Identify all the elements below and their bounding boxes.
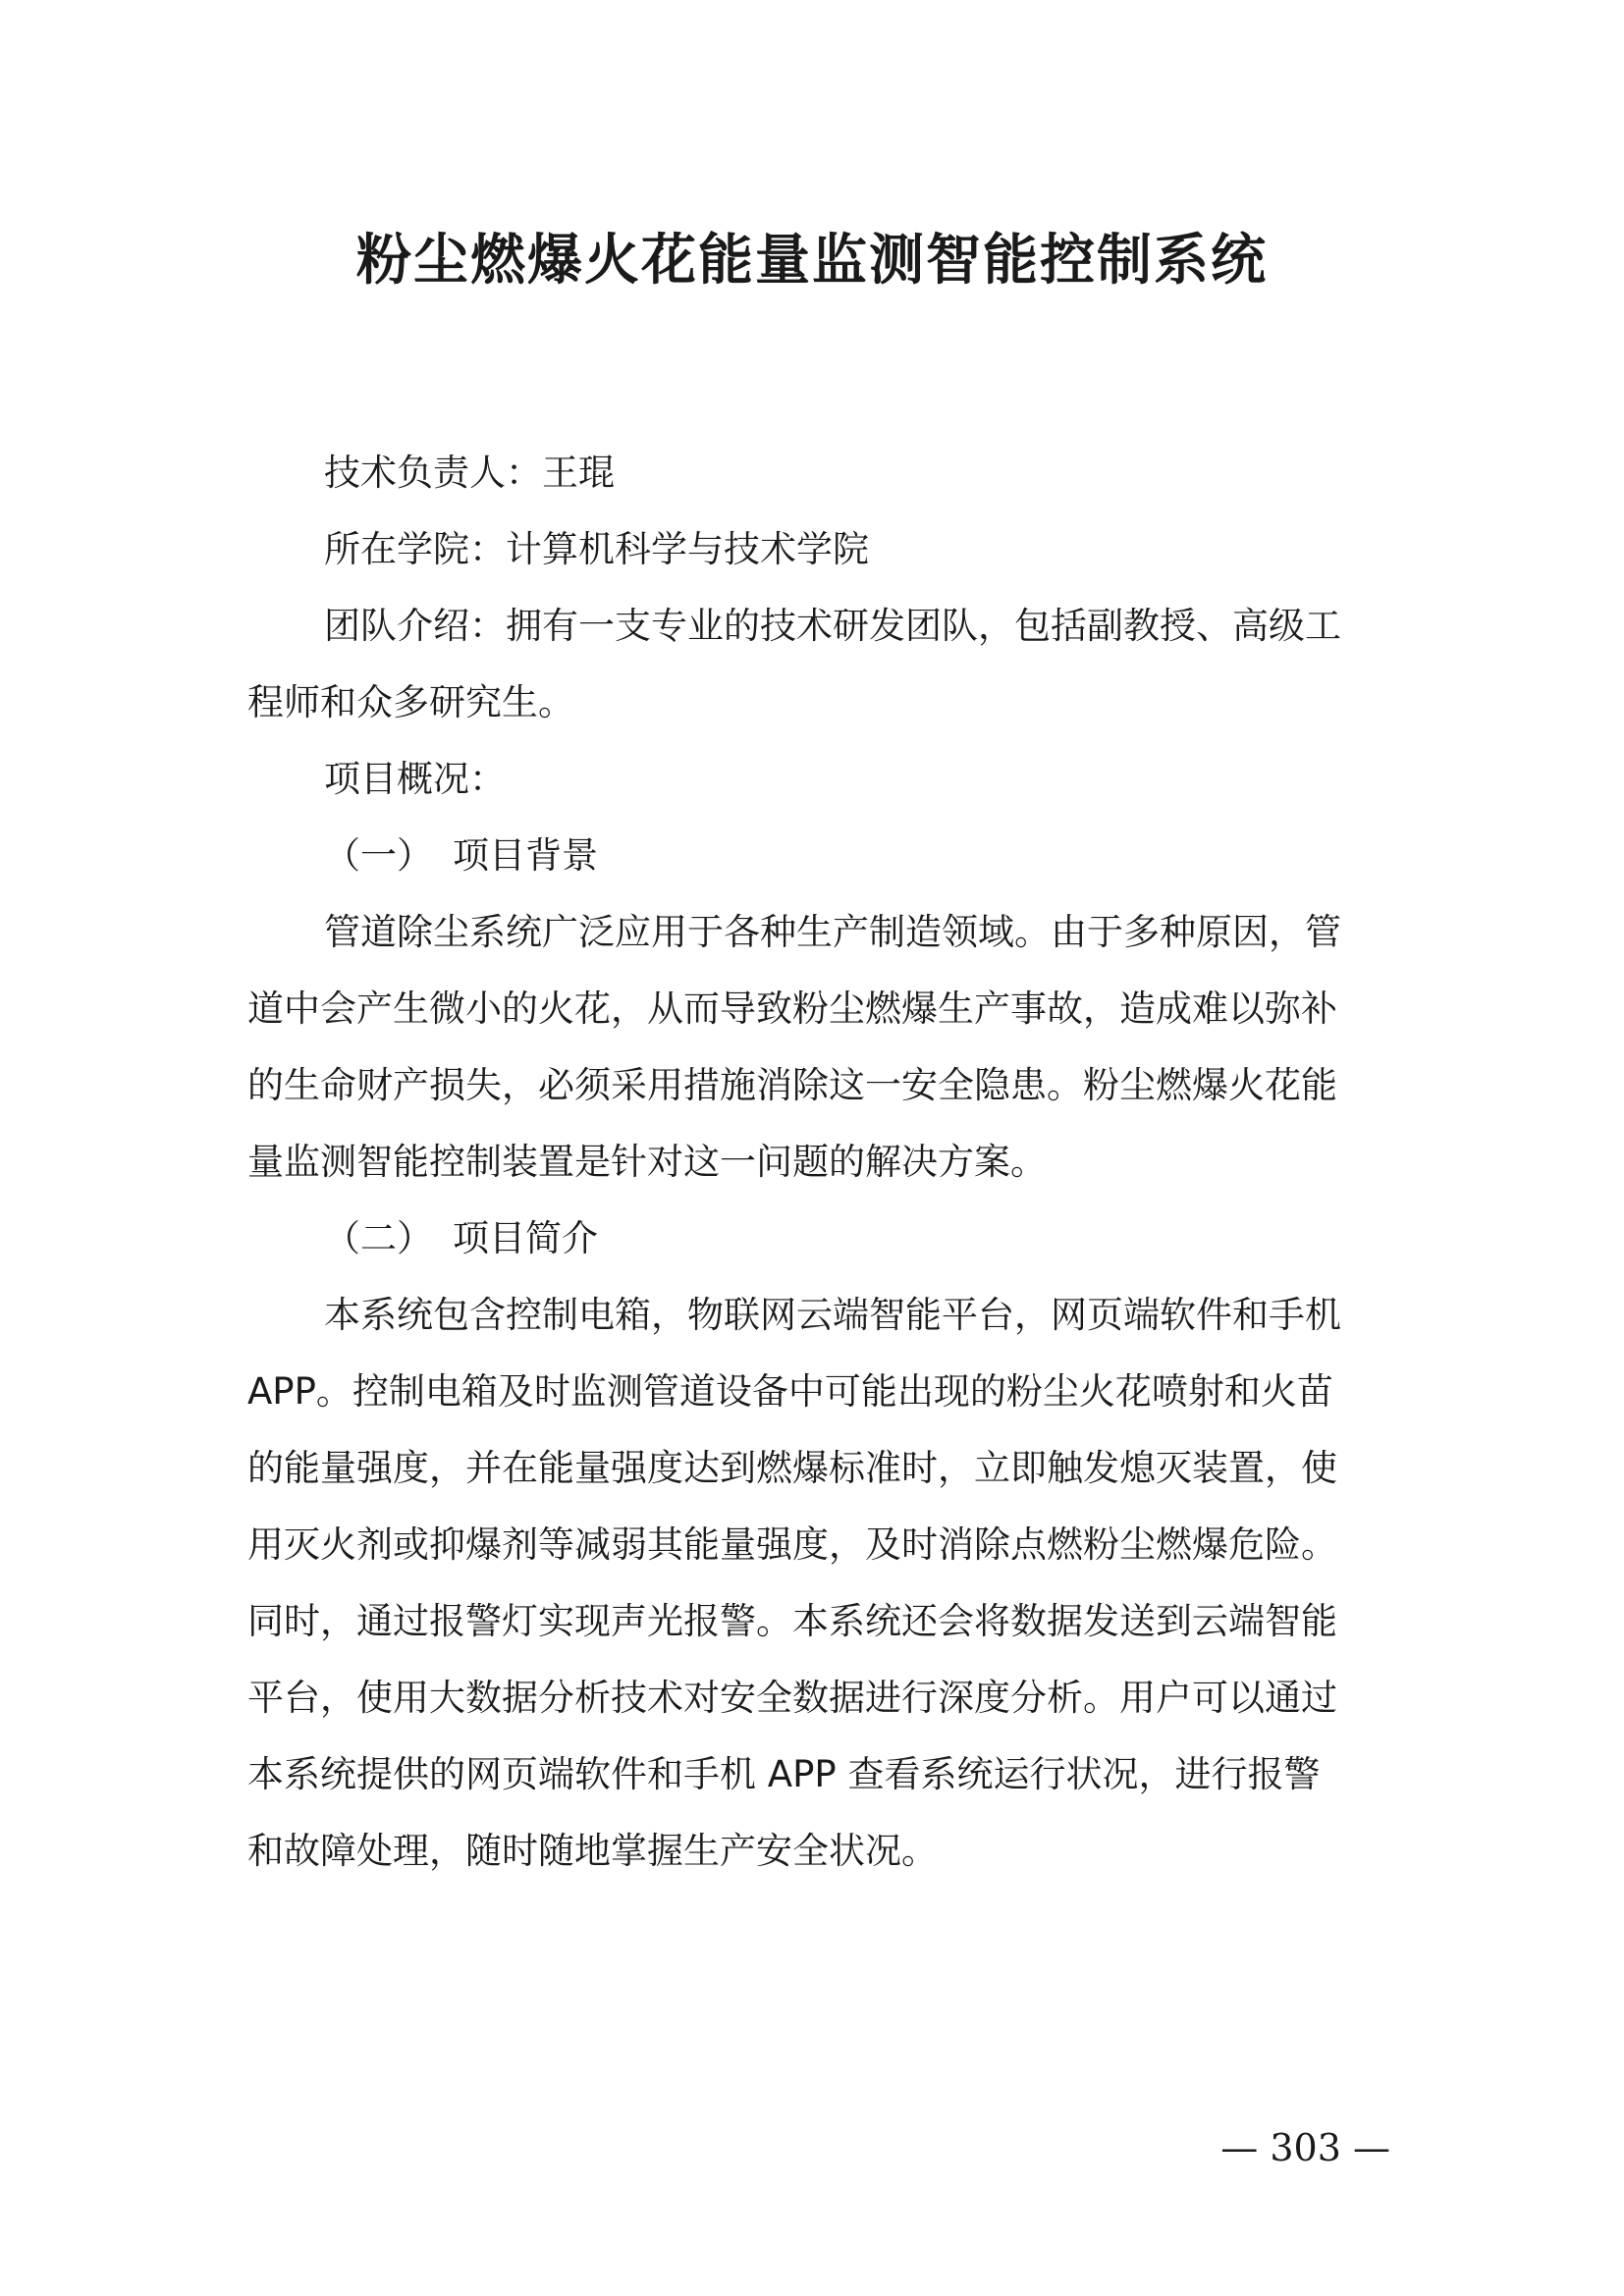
team-line-2: 程师和众多研究生。 — [247, 681, 574, 723]
page-title: 粉尘燃爆火花能量监测智能控制系统 — [356, 228, 1268, 293]
section-1-paragraph-line: 管道除尘系统广泛应用于各种生产制造领域。由于多种原因，管 — [324, 911, 1341, 953]
section-1-heading — [247, 818, 1386, 894]
section-1-paragraph-line: 的生命财产损失，必须采用措施消除这一安全隐患。粉尘燃爆火花能 — [247, 1064, 1337, 1106]
college-line: 所在学院：计算机科学与技术学院 — [324, 528, 869, 570]
document-body — [247, 435, 1386, 1890]
section-1-paragraph-line: 道中会产生微小的火花，从而导致粉尘燃爆生产事故，造成难以弥补 — [247, 988, 1337, 1030]
leader-line: 技术负责人：王琨 — [324, 452, 615, 494]
section-1-paragraph-line: 量监测智能控制装置是针对这一问题的解决方案。 — [247, 1141, 1047, 1183]
section-2-paragraph-line: 同时，通过报警灯实现声光报警。本系统还会将数据发送到云端智能 — [247, 1600, 1337, 1642]
page-number: — 303 — — [1220, 2126, 1390, 2169]
section-2-title: 项目简介 — [453, 1217, 598, 1259]
section-2-paragraph-line: 和故障处理，随时随地掌握生产安全状况。 — [247, 1830, 938, 1872]
team-line-1: 团队介绍：拥有一支专业的技术研发团队，包括副教授、高级工 — [324, 605, 1341, 647]
section-2-number: （二） — [324, 1217, 433, 1259]
section-2-paragraph-line: 用灭火剂或抑爆剂等减弱其能量强度，及时消除点燃粉尘燃爆危险。 — [247, 1523, 1337, 1566]
section-1-title: 项目背景 — [453, 834, 598, 877]
section-2-paragraph-line: 本系统包含控制电箱，物联网云端智能平台，网页端软件和手机 — [324, 1294, 1341, 1336]
section-2-heading — [247, 1201, 1386, 1277]
overview-label: 项目概况： — [324, 758, 506, 800]
section-2-paragraph-line: APP。控制电箱及时监测管道设备中可能出现的粉尘火花喷射和火苗 — [247, 1370, 1333, 1413]
section-2-paragraph-line: 本系统提供的网页端软件和手机 APP 查看系统运行状况，进行报警 — [247, 1753, 1321, 1795]
section-2-paragraph-line: 平台，使用大数据分析技术对安全数据进行深度分析。用户可以通过 — [247, 1677, 1337, 1719]
section-1-number: （一） — [324, 834, 433, 877]
section-2-paragraph-line: 的能量强度，并在能量强度达到燃爆标准时，立即触发熄灭装置，使 — [247, 1447, 1337, 1489]
